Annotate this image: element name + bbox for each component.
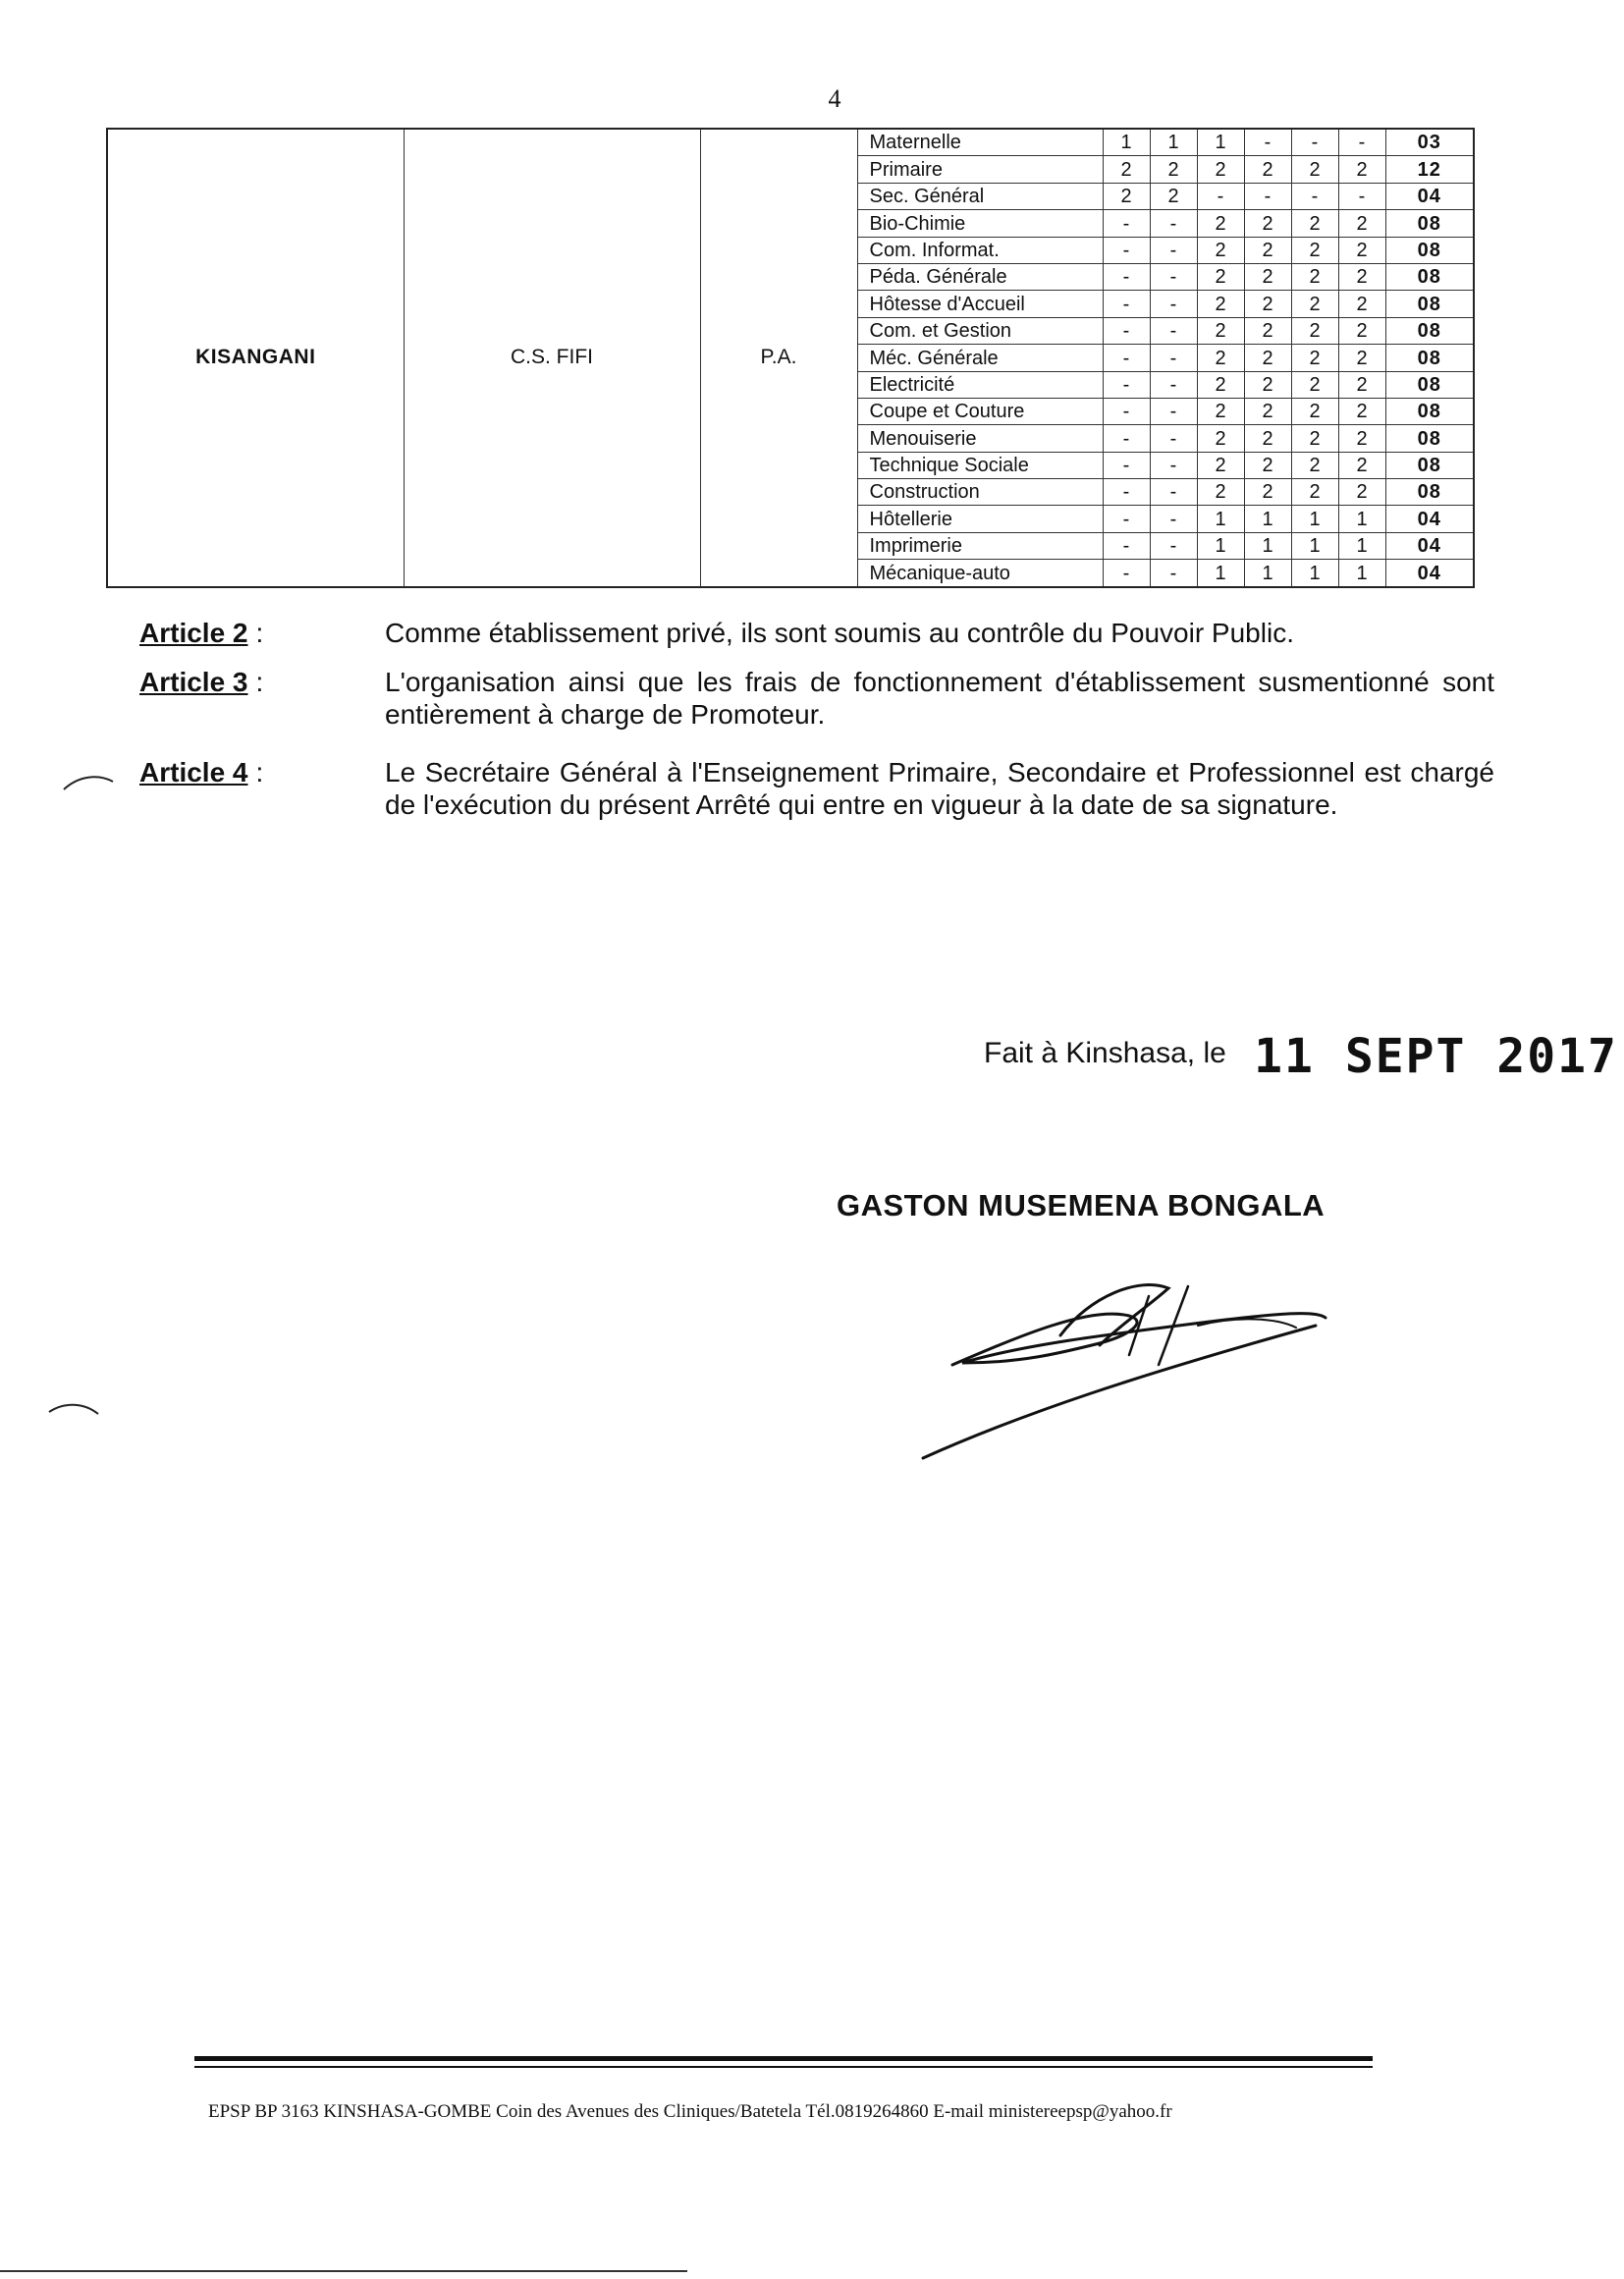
article-text: Le Secrétaire Général à l'Enseignement Primaire, Secondaire et Professionnel est chargé de l'exécution du présent Arrêté qui entre en vigueur à la date de sa signature. xyxy=(385,757,1494,820)
option-cell: Primaire xyxy=(857,156,1103,183)
class-count-cell: - xyxy=(1103,452,1150,478)
class-count-cell: - xyxy=(1244,129,1291,156)
table-body xyxy=(107,129,1474,587)
class-count-cell: - xyxy=(1150,560,1197,587)
class-count-cell: - xyxy=(1150,479,1197,506)
article-4 xyxy=(139,756,1494,821)
class-count-cell: - xyxy=(1150,237,1197,263)
class-count-cell: 2 xyxy=(1150,183,1197,209)
city-cell: KISANGANI xyxy=(107,129,404,587)
class-count-cell: - xyxy=(1197,183,1244,209)
option-cell: Coupe et Couture xyxy=(857,398,1103,424)
class-count-cell: 2 xyxy=(1244,291,1291,317)
class-count-cell: - xyxy=(1291,129,1338,156)
class-count-cell: 2 xyxy=(1244,452,1291,478)
class-count-cell: 2 xyxy=(1244,263,1291,290)
class-count-cell: 2 xyxy=(1197,479,1244,506)
class-count-cell: 2 xyxy=(1291,156,1338,183)
article-2 xyxy=(139,617,1494,649)
option-cell: Com. et Gestion xyxy=(857,317,1103,344)
total-cell: 03 xyxy=(1385,129,1474,156)
class-count-cell: 2 xyxy=(1244,210,1291,237)
class-count-cell: - xyxy=(1103,532,1150,559)
regime-cell: P.A. xyxy=(700,129,857,587)
class-count-cell: 2 xyxy=(1338,398,1385,424)
class-count-cell: - xyxy=(1150,291,1197,317)
class-count-cell: 2 xyxy=(1291,237,1338,263)
class-count-cell: 2 xyxy=(1338,291,1385,317)
total-cell: 08 xyxy=(1385,479,1474,506)
class-count-cell: 2 xyxy=(1197,237,1244,263)
option-cell: Imprimerie xyxy=(857,532,1103,559)
place-label: Fait à Kinshasa, le xyxy=(984,1037,1226,1069)
option-cell: Electricité xyxy=(857,371,1103,398)
total-cell: 08 xyxy=(1385,398,1474,424)
class-count-cell: - xyxy=(1103,210,1150,237)
class-count-cell: 1 xyxy=(1338,560,1385,587)
option-cell: Mécanique-auto xyxy=(857,560,1103,587)
total-cell: 08 xyxy=(1385,210,1474,237)
class-count-cell: 1 xyxy=(1150,129,1197,156)
option-cell: Méc. Générale xyxy=(857,345,1103,371)
article-label-colon: : xyxy=(255,757,264,787)
class-count-cell: 2 xyxy=(1150,156,1197,183)
class-count-cell: - xyxy=(1150,263,1197,290)
class-count-cell: 2 xyxy=(1244,479,1291,506)
class-count-cell: - xyxy=(1291,183,1338,209)
class-count-cell: - xyxy=(1150,506,1197,532)
class-count-cell: 2 xyxy=(1338,317,1385,344)
total-cell: 08 xyxy=(1385,291,1474,317)
total-cell: 08 xyxy=(1385,452,1474,478)
class-count-cell: 2 xyxy=(1197,317,1244,344)
school-schedule-table xyxy=(106,128,1475,588)
date-stamp: 11 SEPT 2017 xyxy=(1254,1029,1618,1084)
total-cell: 04 xyxy=(1385,532,1474,559)
class-count-cell: 2 xyxy=(1291,398,1338,424)
class-count-cell: - xyxy=(1150,317,1197,344)
option-cell: Menouiserie xyxy=(857,425,1103,452)
option-cell: Technique Sociale xyxy=(857,452,1103,478)
total-cell: 08 xyxy=(1385,237,1474,263)
class-count-cell: 1 xyxy=(1103,129,1150,156)
class-count-cell: 2 xyxy=(1338,479,1385,506)
class-count-cell: 2 xyxy=(1103,156,1150,183)
class-count-cell: - xyxy=(1150,398,1197,424)
handwritten-signature xyxy=(903,1267,1414,1463)
class-count-cell: 2 xyxy=(1197,398,1244,424)
class-count-cell: 1 xyxy=(1197,532,1244,559)
class-count-cell: 2 xyxy=(1244,371,1291,398)
class-count-cell: 1 xyxy=(1197,129,1244,156)
table-row xyxy=(107,129,1474,156)
total-cell: 04 xyxy=(1385,506,1474,532)
article-label xyxy=(139,617,375,649)
class-count-cell: 2 xyxy=(1338,425,1385,452)
class-count-cell: 2 xyxy=(1338,210,1385,237)
total-cell: 12 xyxy=(1385,156,1474,183)
option-cell: Maternelle xyxy=(857,129,1103,156)
class-count-cell: 2 xyxy=(1197,345,1244,371)
class-count-cell: 2 xyxy=(1291,263,1338,290)
signatory-name: GASTON MUSEMENA BONGALA xyxy=(837,1188,1326,1222)
class-count-cell: 1 xyxy=(1244,532,1291,559)
class-count-cell: 2 xyxy=(1338,263,1385,290)
class-count-cell: - xyxy=(1150,345,1197,371)
class-count-cell: 2 xyxy=(1338,452,1385,478)
article-text: Comme établissement privé, ils sont soumis au contrôle du Pouvoir Public. xyxy=(385,618,1294,648)
option-cell: Construction xyxy=(857,479,1103,506)
total-cell: 08 xyxy=(1385,371,1474,398)
page-number: 4 xyxy=(828,84,841,113)
class-count-cell: 2 xyxy=(1291,452,1338,478)
class-count-cell: 1 xyxy=(1197,560,1244,587)
class-count-cell: 2 xyxy=(1197,263,1244,290)
class-count-cell: 2 xyxy=(1338,237,1385,263)
total-cell: 04 xyxy=(1385,560,1474,587)
class-count-cell: - xyxy=(1103,398,1150,424)
class-count-cell: - xyxy=(1338,183,1385,209)
footer-rule xyxy=(194,2056,1373,2061)
article-text: L'organisation ainsi que les frais de fonctionnement d'établissement susmentionné sont entièrement à charge de Promoteur. xyxy=(385,667,1494,730)
article-label-colon: : xyxy=(255,618,264,648)
footer-address: EPSP BP 3163 KINSHASA-GOMBE Coin des Avenues des Cliniques/Batetela Tél.0819264860 E-mail ministereepsp@yahoo.fr xyxy=(208,2101,1172,2122)
class-count-cell: - xyxy=(1150,371,1197,398)
class-count-cell: - xyxy=(1103,237,1150,263)
class-count-cell: 2 xyxy=(1244,317,1291,344)
class-count-cell: 2 xyxy=(1244,425,1291,452)
class-count-cell: - xyxy=(1150,452,1197,478)
option-cell: Hôtellerie xyxy=(857,506,1103,532)
class-count-cell: - xyxy=(1150,532,1197,559)
class-count-cell: 2 xyxy=(1338,345,1385,371)
class-count-cell: 2 xyxy=(1197,210,1244,237)
class-count-cell: 2 xyxy=(1197,425,1244,452)
class-count-cell: - xyxy=(1150,210,1197,237)
class-count-cell: 2 xyxy=(1197,452,1244,478)
class-count-cell: 1 xyxy=(1291,532,1338,559)
class-count-cell: 2 xyxy=(1197,291,1244,317)
class-count-cell: 1 xyxy=(1338,532,1385,559)
total-cell: 08 xyxy=(1385,317,1474,344)
class-count-cell: - xyxy=(1103,291,1150,317)
class-count-cell: - xyxy=(1244,183,1291,209)
class-count-cell: - xyxy=(1103,263,1150,290)
total-cell: 04 xyxy=(1385,183,1474,209)
total-cell: 08 xyxy=(1385,263,1474,290)
class-count-cell: - xyxy=(1150,425,1197,452)
class-count-cell: 2 xyxy=(1291,291,1338,317)
place-date xyxy=(984,1029,1618,1084)
class-count-cell: 1 xyxy=(1291,506,1338,532)
class-count-cell: 2 xyxy=(1244,398,1291,424)
class-count-cell: 2 xyxy=(1244,237,1291,263)
article-3 xyxy=(139,666,1494,731)
class-count-cell: 2 xyxy=(1291,345,1338,371)
class-count-cell: - xyxy=(1103,317,1150,344)
class-count-cell: 2 xyxy=(1338,371,1385,398)
option-cell: Hôtesse d'Accueil xyxy=(857,291,1103,317)
class-count-cell: 2 xyxy=(1244,345,1291,371)
class-count-cell: 2 xyxy=(1244,156,1291,183)
class-count-cell: 2 xyxy=(1291,317,1338,344)
class-count-cell: - xyxy=(1103,506,1150,532)
class-count-cell: 2 xyxy=(1291,479,1338,506)
class-count-cell: - xyxy=(1103,371,1150,398)
article-label xyxy=(139,666,375,698)
class-count-cell: 1 xyxy=(1244,560,1291,587)
class-count-cell: 2 xyxy=(1197,371,1244,398)
class-count-cell: 2 xyxy=(1103,183,1150,209)
scan-line xyxy=(0,2270,687,2272)
article-label xyxy=(139,756,375,788)
class-count-cell: 1 xyxy=(1244,506,1291,532)
article-label-text: Article 2 xyxy=(139,618,248,648)
class-count-cell: 1 xyxy=(1338,506,1385,532)
total-cell: 08 xyxy=(1385,425,1474,452)
article-label-text: Article 4 xyxy=(139,757,248,787)
class-count-cell: 1 xyxy=(1197,506,1244,532)
scan-mark xyxy=(44,1394,103,1424)
class-count-cell: - xyxy=(1103,560,1150,587)
class-count-cell: 1 xyxy=(1291,560,1338,587)
class-count-cell: 2 xyxy=(1338,156,1385,183)
article-label-text: Article 3 xyxy=(139,667,248,697)
class-count-cell: 2 xyxy=(1291,425,1338,452)
school-cell: C.S. FIFI xyxy=(404,129,700,587)
class-count-cell: 2 xyxy=(1291,371,1338,398)
class-count-cell: - xyxy=(1103,345,1150,371)
class-count-cell: - xyxy=(1338,129,1385,156)
class-count-cell: 2 xyxy=(1291,210,1338,237)
article-label-colon: : xyxy=(255,667,264,697)
footer-rule-thin xyxy=(194,2066,1373,2068)
option-cell: Bio-Chimie xyxy=(857,210,1103,237)
option-cell: Sec. Général xyxy=(857,183,1103,209)
total-cell: 08 xyxy=(1385,345,1474,371)
scan-mark xyxy=(59,766,118,795)
option-cell: Péda. Générale xyxy=(857,263,1103,290)
class-count-cell: - xyxy=(1103,479,1150,506)
class-count-cell: - xyxy=(1103,425,1150,452)
class-count-cell: 2 xyxy=(1197,156,1244,183)
option-cell: Com. Informat. xyxy=(857,237,1103,263)
